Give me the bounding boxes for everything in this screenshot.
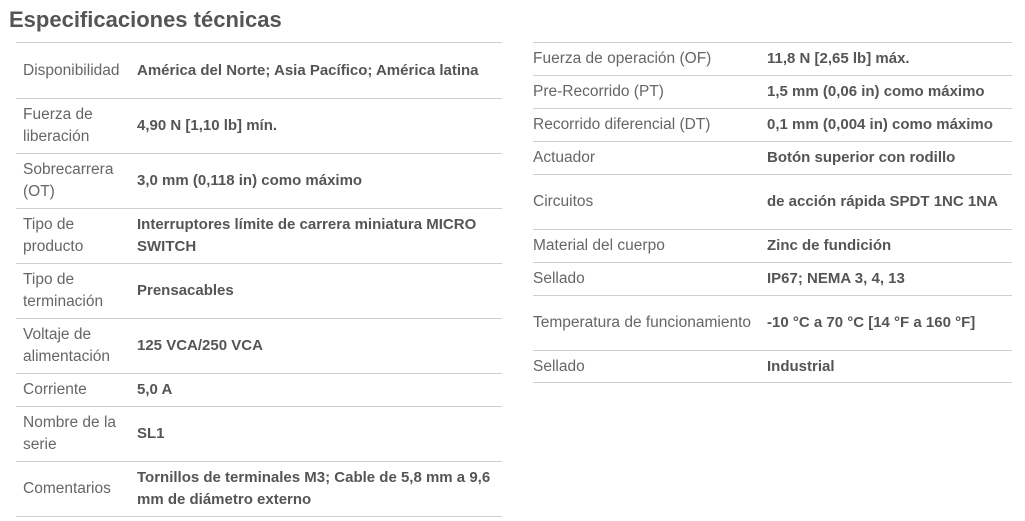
- spec-value: Prensacables: [137, 282, 234, 299]
- spec-value: Interruptores límite de carrera miniatura MICRO SWITCH: [137, 216, 477, 255]
- spec-row-body-material: [533, 229, 1012, 262]
- spec-value: 11,8 N [2,65 lb] máx.: [767, 50, 910, 67]
- spec-value: 5,0 A: [137, 381, 173, 398]
- spec-label: Actuador: [533, 149, 596, 166]
- spec-label: Sellado: [533, 357, 585, 375]
- spec-label: Fuerza de liberación: [23, 106, 93, 145]
- spec-value: SL1: [137, 425, 165, 442]
- spec-value: 3,0 mm (0,118 in) como máximo: [137, 172, 363, 189]
- spec-row-sealing-type: [533, 350, 1012, 383]
- spec-row-supply-voltage: [16, 318, 502, 373]
- spec-row-circuits: [533, 174, 1012, 229]
- specs-table-right: [533, 42, 1012, 383]
- spec-row-actuator: [533, 141, 1012, 174]
- spec-value: Zinc de fundición: [767, 237, 892, 254]
- spec-value: Botón superior con rodillo: [767, 149, 956, 166]
- spec-row-operating-force: [533, 42, 1012, 75]
- spec-label: Tipo de producto: [23, 216, 84, 255]
- spec-label: Circuitos: [533, 193, 594, 210]
- spec-row-operating-temperature: [533, 295, 1012, 350]
- spec-row-overtravel: [16, 153, 502, 208]
- spec-label: Comentarios: [23, 480, 111, 497]
- spec-label: Sellado: [533, 270, 585, 287]
- spec-row-differential-travel: [533, 108, 1012, 141]
- spec-value: Industrial: [767, 357, 835, 375]
- spec-row-comments: [16, 461, 502, 517]
- specs-table-left: [16, 42, 502, 517]
- spec-row-product-type: [16, 208, 502, 263]
- spec-row-current: [16, 373, 502, 406]
- spec-value: Tornillos de terminales M3; Cable de 5,8 mm a 9,6 mm de diámetro externo: [137, 469, 491, 508]
- spec-value: 0,1 mm (0,004 in) como máximo: [767, 116, 993, 133]
- spec-row-sealing: [533, 262, 1012, 295]
- spec-row-series-name: [16, 406, 502, 461]
- spec-row-availability: [16, 42, 502, 98]
- spec-label: Sobrecarrera (OT): [23, 161, 114, 200]
- spec-label: Voltaje de alimentación: [23, 326, 111, 365]
- spec-label: Material del cuerpo: [533, 237, 665, 254]
- spec-value: 4,90 N [1,10 lb] mín.: [137, 117, 278, 134]
- section-title: Especificaciones técnicas: [9, 7, 282, 32]
- spec-row-pretravel: [533, 75, 1012, 108]
- spec-label: Disponibilidad: [23, 61, 120, 79]
- spec-label: Tipo de terminación: [23, 271, 104, 310]
- spec-value: América del Norte; Asia Pacífico; América latina: [137, 61, 479, 79]
- spec-label: Corriente: [23, 381, 87, 398]
- spec-value: IP67; NEMA 3, 4, 13: [767, 270, 905, 287]
- spec-value: 125 VCA/250 VCA: [137, 337, 263, 354]
- spec-label: Recorrido diferencial (DT): [533, 116, 711, 133]
- spec-value: de acción rápida SPDT 1NC 1NA: [767, 193, 998, 210]
- spec-value: 1,5 mm (0,06 in) como máximo: [767, 83, 985, 100]
- spec-row-release-force: [16, 98, 502, 153]
- spec-label: Fuerza de operación (OF): [533, 50, 712, 67]
- spec-label: Pre-Recorrido (PT): [533, 83, 664, 100]
- spec-label: Nombre de la serie: [23, 414, 117, 453]
- spec-row-termination: [16, 263, 502, 318]
- spec-label: Temperatura de funcionamiento: [533, 314, 751, 331]
- spec-value: -10 °C a 70 °C [14 °F a 160 °F]: [767, 314, 976, 331]
